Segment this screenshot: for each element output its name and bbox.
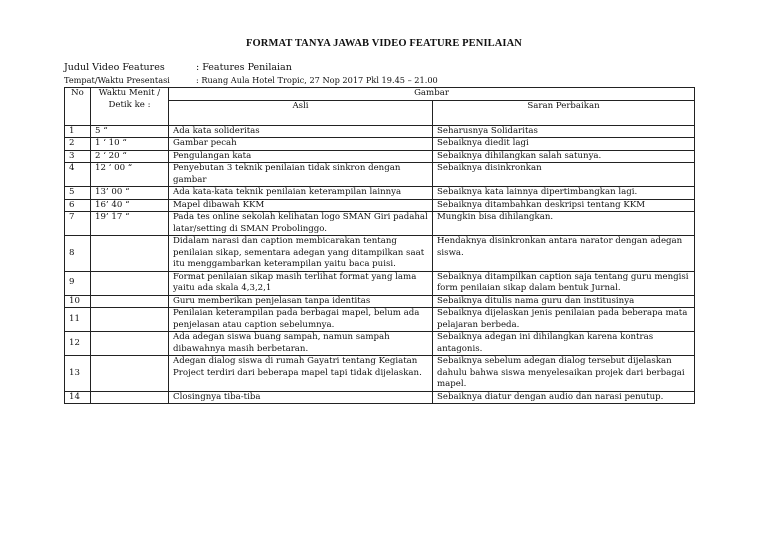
row-number: 3	[65, 150, 91, 163]
table-row	[65, 271, 695, 295]
row-number: 4	[65, 163, 91, 187]
row-time	[91, 236, 169, 272]
table-row	[65, 356, 695, 392]
table-row	[65, 212, 695, 236]
row-original: Ada kata-kata teknik penilaian keterampilan lainnya	[169, 187, 433, 200]
row-number: 12	[65, 332, 91, 356]
table-row	[65, 187, 695, 200]
header-saran: Saran Perbaikan	[433, 100, 695, 125]
meta-label: Tempat/Waktu Presentasi	[64, 75, 170, 85]
row-original: Guru memberikan penjelasan tanpa identitas	[169, 295, 433, 308]
row-number: 9	[65, 271, 91, 295]
row-original: Penyebutan 3 teknik penilaian tidak sinkron dengan gambar	[169, 163, 433, 187]
row-number: 11	[65, 308, 91, 332]
row-suggestion: Sebaiknya dihilangkan salah satunya.	[433, 150, 695, 163]
row-time	[91, 308, 169, 332]
table-row	[65, 199, 695, 212]
row-suggestion: Sebaiknya dijelaskan jenis penilaian pada beberapa mata pelajaran berbeda.	[433, 308, 695, 332]
row-original: Adegan dialog siswa di rumah Gayatri tentang Kegiatan Project terdiri dari beberapa mapel tapi tidak dijelaskan.	[169, 356, 433, 392]
row-suggestion: Hendaknya disinkronkan antara narator dengan adegan siswa.	[433, 236, 695, 272]
header-waktu: Waktu Menit / Detik ke :	[91, 88, 169, 126]
row-number: 14	[65, 391, 91, 404]
row-time	[91, 295, 169, 308]
row-suggestion: Sebaiknya ditambahkan deskripsi tentang KKM	[433, 199, 695, 212]
row-original: Penilaian keterampilan pada berbagai mapel, belum ada penjelasan atau caption sebelumnya.	[169, 308, 433, 332]
row-time	[91, 271, 169, 295]
table-row	[65, 150, 695, 163]
row-time	[91, 391, 169, 404]
table-row	[65, 332, 695, 356]
table-row	[65, 308, 695, 332]
row-time: 2 ‘ 20 “	[91, 150, 169, 163]
row-original: Didalam narasi dan caption membicarakan tentang penilaian sikap, sementara adegan yang ditampilkan saat itu menggambarkan keterampilan yaitu baca puisi.	[169, 236, 433, 272]
meta-label: Judul Video Features	[64, 62, 165, 73]
feedback-table	[64, 87, 695, 404]
row-suggestion: Sebaiknya adegan ini dihilangkan karena kontras antagonis.	[433, 332, 695, 356]
header-no: No	[65, 88, 91, 126]
meta-value: : Ruang Aula Hotel Tropic, 27 Nop 2017 Pkl 19.45 – 21.00	[196, 75, 438, 85]
row-suggestion: Sebaiknya ditulis nama guru dan institusinya	[433, 295, 695, 308]
meta-value: : Features Penilaian	[196, 62, 292, 73]
table-row	[65, 295, 695, 308]
row-time: 13’ 00 “	[91, 187, 169, 200]
row-suggestion: Sebaiknya disinkronkan	[433, 163, 695, 187]
row-time: 1 ‘ 10 “	[91, 138, 169, 151]
row-time: 12 ‘ 00 “	[91, 163, 169, 187]
row-suggestion: Sebaiknya sebelum adegan dialog tersebut dijelaskan dahulu bahwa siswa menyelesaikan projek dari berbagai mapel.	[433, 356, 695, 392]
row-original: Mapel dibawah KKM	[169, 199, 433, 212]
row-time: 5 “	[91, 125, 169, 138]
table-row	[65, 163, 695, 187]
row-original: Pengulangan kata	[169, 150, 433, 163]
row-number: 10	[65, 295, 91, 308]
row-suggestion: Seharusnya Solidaritas	[433, 125, 695, 138]
row-original: Pada tes online sekolah kelihatan logo SMAN Giri padahal latar/setting di SMAN Probolinggo.	[169, 212, 433, 236]
row-original: Gambar pecah	[169, 138, 433, 151]
header-asli: Asli	[169, 100, 433, 125]
row-number: 13	[65, 356, 91, 392]
row-time: 16’ 40 “	[91, 199, 169, 212]
row-original: Closingnya tiba-tiba	[169, 391, 433, 404]
row-suggestion: Mungkin bisa dihilangkan.	[433, 212, 695, 236]
row-number: 1	[65, 125, 91, 138]
document-title: FORMAT TANYA JAWAB VIDEO FEATURE PENILAIAN	[246, 38, 522, 49]
row-time	[91, 332, 169, 356]
row-number: 5	[65, 187, 91, 200]
row-suggestion: Sebaiknya diedit lagi	[433, 138, 695, 151]
table-row	[65, 236, 695, 272]
table-row	[65, 138, 695, 151]
row-original: Ada adegan siswa buang sampah, namun sampah dibawahnya masih berbetaran.	[169, 332, 433, 356]
row-time	[91, 356, 169, 392]
row-time: 19’ 17 “	[91, 212, 169, 236]
row-suggestion: Sebaiknya kata lainnya dipertimbangkan lagi.	[433, 187, 695, 200]
row-number: 6	[65, 199, 91, 212]
row-suggestion: Sebaiknya diatur dengan audio dan narasi penutup.	[433, 391, 695, 404]
row-number: 7	[65, 212, 91, 236]
row-number: 2	[65, 138, 91, 151]
row-original: Format penilaian sikap masih terlihat format yang lama yaitu ada skala 4,3,2,1	[169, 271, 433, 295]
table-row	[65, 125, 695, 138]
row-number: 8	[65, 236, 91, 272]
table-row	[65, 391, 695, 404]
header-gambar: Gambar	[169, 88, 695, 101]
row-original: Ada kata solideritas	[169, 125, 433, 138]
row-suggestion: Sebaiknya ditampilkan caption saja tentang guru mengisi form penilaian sikap dalam bentuk Jurnal.	[433, 271, 695, 295]
